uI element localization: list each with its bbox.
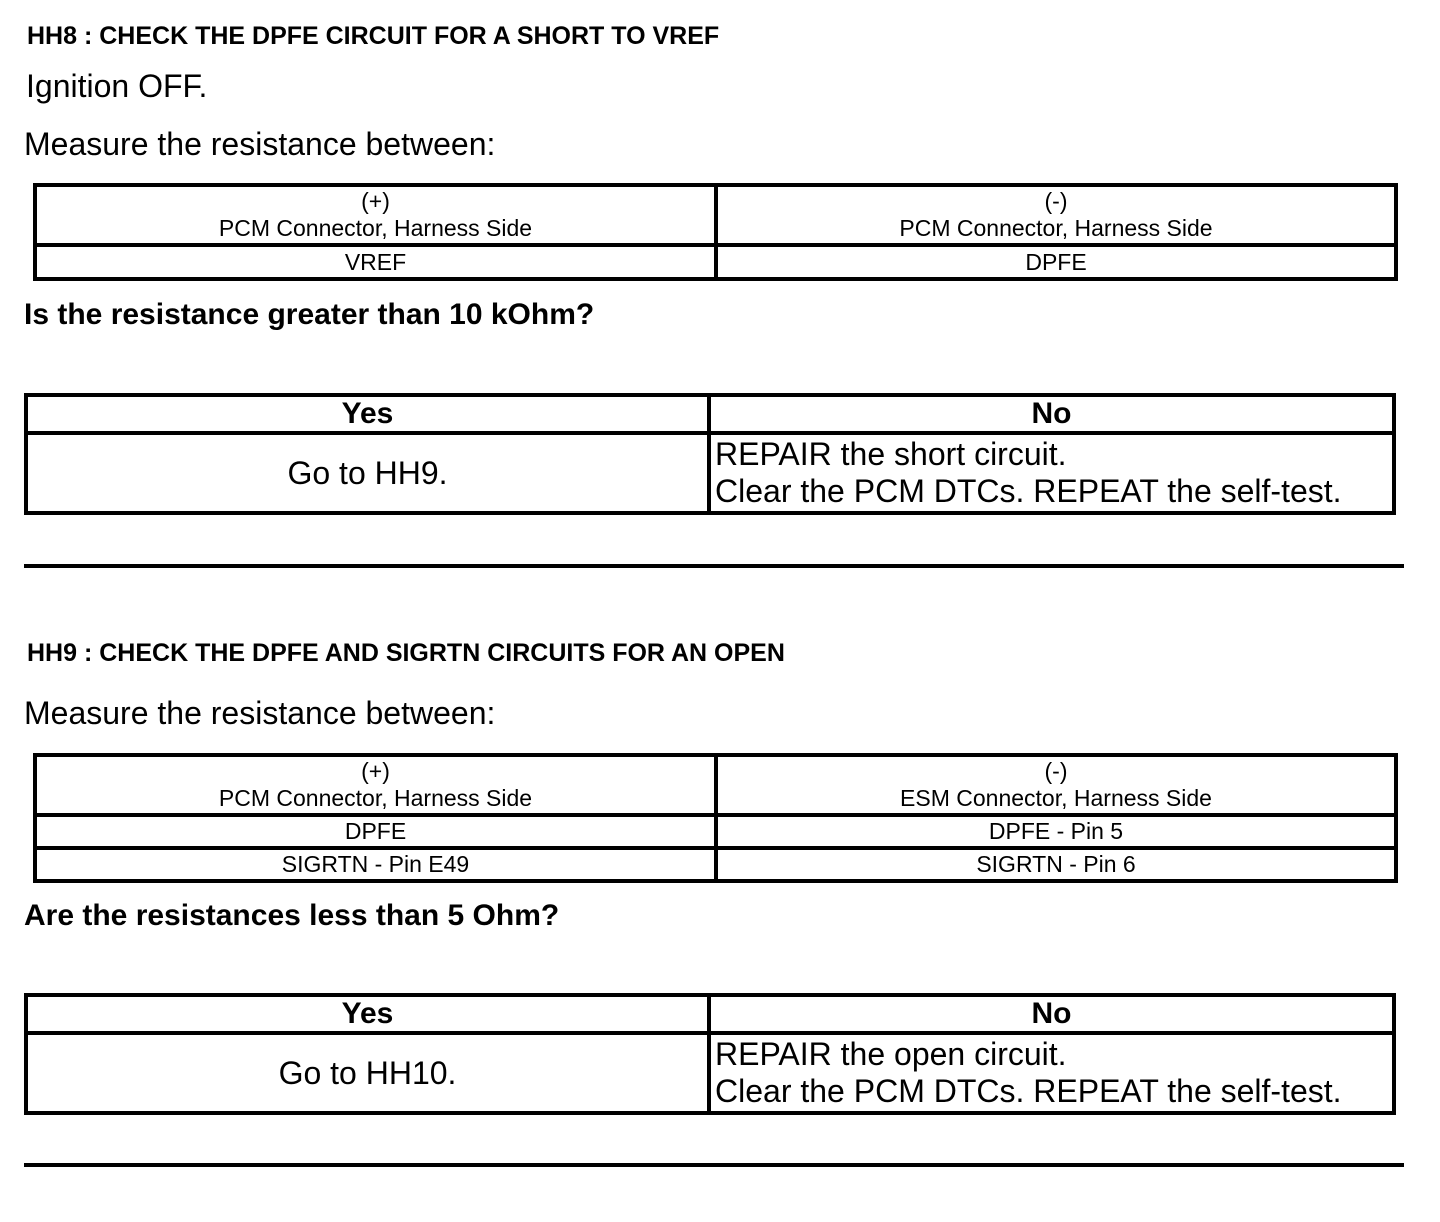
plus-pin-cell: VREF: [35, 245, 716, 279]
measurement-row: [35, 848, 1396, 881]
result-body-row: [26, 1033, 1394, 1113]
no-action: [709, 1033, 1394, 1113]
plus-probe-header: [35, 185, 716, 245]
plus-symbol: (+): [361, 758, 390, 784]
measurement-row: [35, 245, 1396, 279]
question-hh9: Are the resistances less than 5 Ohm?: [24, 899, 560, 932]
plus-symbol: (+): [361, 188, 390, 214]
result-table-hh8: [24, 393, 1396, 515]
no-action-line: REPAIR the short circuit.: [715, 436, 1067, 472]
yes-action: Go to HH9.: [26, 433, 709, 513]
plus-pin-cell: DPFE: [35, 815, 716, 848]
instruction-hh9: Measure the resistance between:: [24, 695, 496, 731]
result-header-row: [26, 995, 1394, 1033]
no-action: [709, 433, 1394, 513]
result-header-row: [26, 395, 1394, 433]
minus-connector-label: ESM Connector, Harness Side: [900, 785, 1212, 811]
measurement-table-hh8: [33, 183, 1398, 281]
minus-pin-cell: DPFE: [716, 245, 1396, 279]
no-action-line: Clear the PCM DTCs. REPEAT the self-test.: [715, 473, 1342, 509]
instruction-hh8: Measure the resistance between:: [24, 126, 496, 162]
section-divider: [24, 564, 1404, 568]
minus-pin-cell: SIGRTN - Pin 6: [716, 848, 1396, 881]
no-action-line: REPAIR the open circuit.: [715, 1036, 1067, 1072]
result-table-hh9: [24, 993, 1396, 1115]
minus-pin-cell: DPFE - Pin 5: [716, 815, 1396, 848]
yes-header: Yes: [26, 995, 709, 1033]
no-header: No: [709, 395, 1394, 433]
step-title-hh9: HH9 : CHECK THE DPFE AND SIGRTN CIRCUITS FOR AN OPEN: [27, 639, 785, 667]
measurement-table-hh9: [33, 753, 1398, 883]
pre-instruction-hh8: Ignition OFF.: [26, 68, 208, 104]
minus-probe-header: [716, 755, 1396, 815]
step-title-hh8: HH8 : CHECK THE DPFE CIRCUIT FOR A SHORT TO VREF: [27, 22, 720, 50]
question-hh8: Is the resistance greater than 10 kOhm?: [24, 298, 595, 331]
measurement-header-row: [35, 755, 1396, 815]
plus-probe-header: [35, 755, 716, 815]
minus-symbol: (-): [1044, 758, 1068, 784]
result-body-row: [26, 433, 1394, 513]
no-header: No: [709, 995, 1394, 1033]
plus-connector-label: PCM Connector, Harness Side: [218, 785, 533, 811]
plus-pin-cell: SIGRTN - Pin E49: [35, 848, 716, 881]
minus-connector-label: PCM Connector, Harness Side: [899, 215, 1213, 241]
minus-symbol: (-): [1044, 188, 1068, 214]
plus-connector-label: PCM Connector, Harness Side: [218, 215, 533, 241]
no-action-line: Clear the PCM DTCs. REPEAT the self-test.: [715, 1073, 1342, 1109]
section-divider: [24, 1163, 1404, 1167]
minus-probe-header: [716, 185, 1396, 245]
yes-header: Yes: [26, 395, 709, 433]
measurement-header-row: [35, 185, 1396, 245]
measurement-row: [35, 815, 1396, 848]
yes-action: Go to HH10.: [26, 1033, 709, 1113]
